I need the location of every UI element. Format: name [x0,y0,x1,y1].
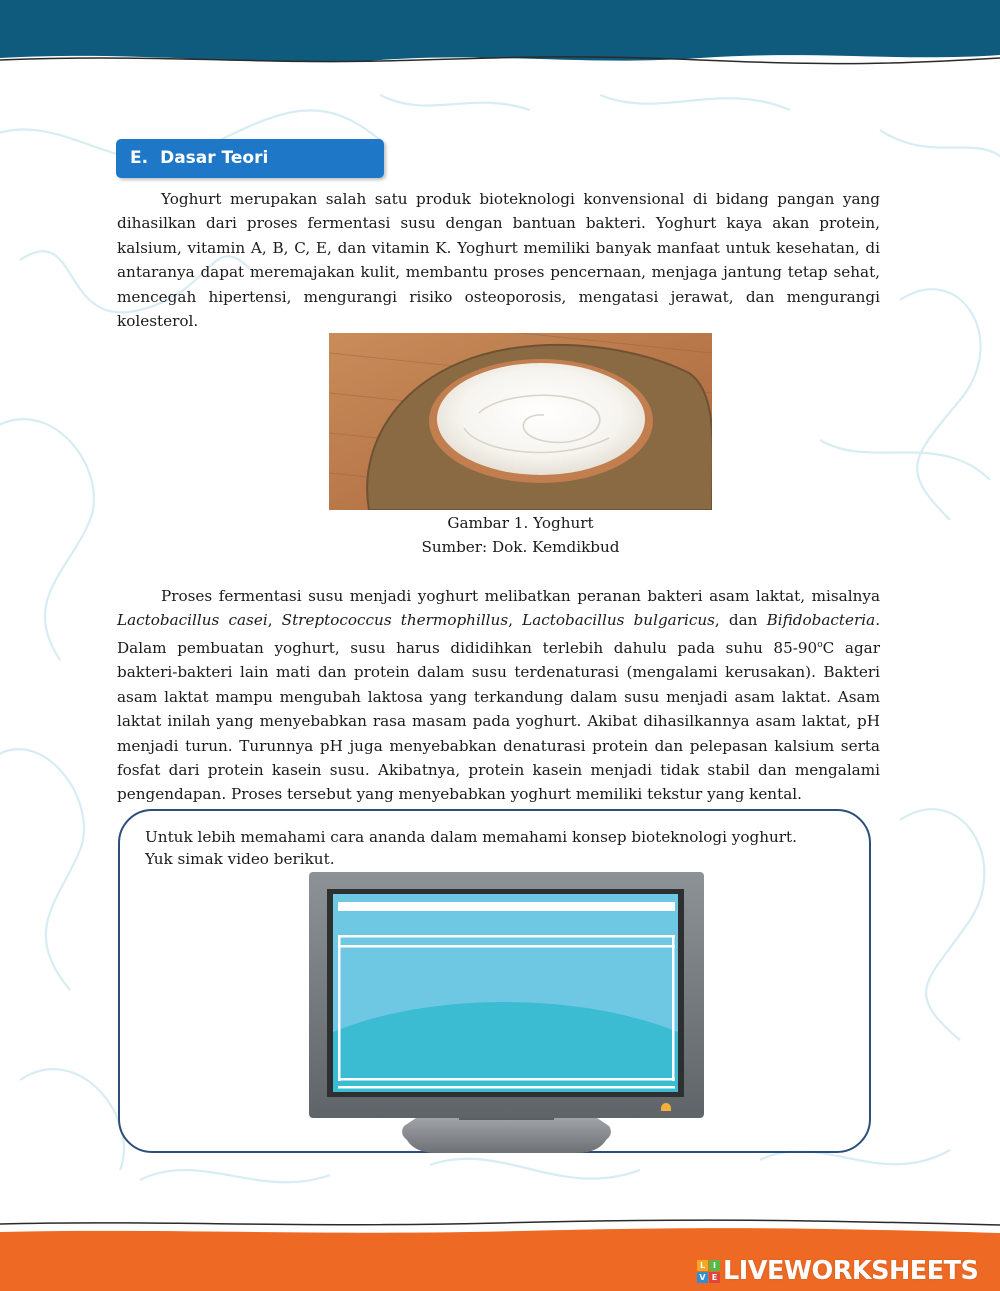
monitor-icon[interactable] [309,872,704,1154]
liveworksheets-logo [697,1255,995,1287]
logo-mark-i: I [709,1260,720,1271]
yoghurt-image [329,333,712,510]
section-header [116,139,384,178]
top-banner [0,0,1000,80]
p2-sep3: , dan [714,611,767,630]
p2-part2: . Dalam pembuatan yoghurt, susu harus dididihkan terlebih dahulu pada suhu 85-90 [117,611,881,657]
paragraph-intro-text: Yoghurt merupakan salah satu produk bioteknologi konvensional di bidang pangan yang dihasilkan dari proses fermentasi susu dengan bantuan bakteri. Yoghurt kaya akan protein, kalsium, vitamin A, B, C, E, dan vitamin K. Yoghurt memiliki banyak manfaat untuk kesehatan, di antaranya dapat meremajakan kulit, membantu proses pencernaan, menjaga jantung tetap sehat, mencegah hipertensi, mengurangi risiko osteoporosis, mengatasi jerawat, dan mengurangi kolesterol. [117,190,880,331]
logo-mark [697,1260,720,1283]
paragraph-intro [117,187,880,333]
p2-part3: C agar bakteri-bakteri lain mati dan protein dalam susu terdenaturasi (mengalami kerusakan). Bakteri asam laktat mampu mengubah laktosa yang terkandung dalam susu menjadi asam laktat. Asam laktat inilah yang menyebabkan rasa masam pada yoghurt. Akibat dihasilkannya asam laktat, pH menjadi turun. Turunnya pH juga menyebabkan denaturasi protein dan pelepasan kalsium serta fosfat dari protein kasein susu. Akibatnya, protein kasein menjadi tidak stabil dan mengalami pengendapan. Proses tersebut yang menyebabkan yoghurt memiliki tekstur yang kental. [117,638,880,804]
video-prompt: Yuk simak video berikut. [145,850,335,868]
section-title: Dasar Teori [160,148,269,168]
logo-text: LIVEWORKSHEETS [723,1256,979,1286]
video-instruction: Untuk lebih memahami cara ananda dalam memahami konsep bioteknologi yoghurt. [145,828,797,846]
logo-mark-e: E [709,1272,720,1283]
p2-sep2: , [508,611,523,630]
p2-sep1: , [267,611,282,630]
species-2: Streptococcus thermophillus [281,611,509,630]
species-4: Bifidobacteria [766,611,876,630]
logo-mark-l: L [697,1260,708,1271]
logo-mark-v: V [697,1272,708,1283]
degree-sign: o [817,639,823,650]
section-letter: E. [130,148,149,168]
species-1: Lactobacillus casei [117,611,268,630]
figure-source: Sumber: Dok. Kemdikbud [421,538,620,556]
figure-caption: Gambar 1. Yoghurt [447,514,594,532]
paragraph-fermentation [117,584,880,807]
species-3: Lactobacillus bulgaricus [522,611,715,630]
p2-part1: Proses fermentasi susu menjadi yoghurt melibatkan peranan bakteri asam laktat, misalnya [161,587,880,605]
